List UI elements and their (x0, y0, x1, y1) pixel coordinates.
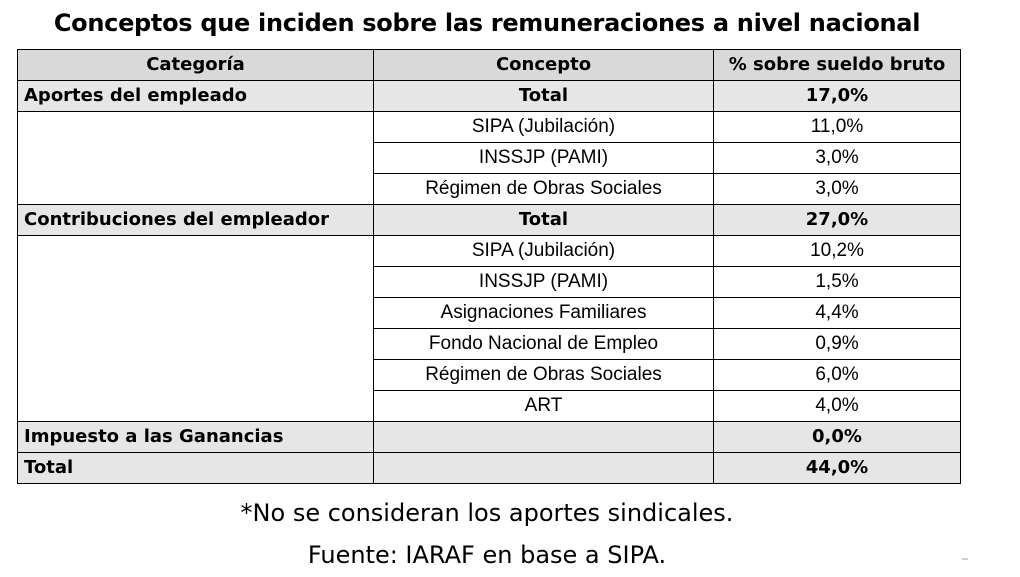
concept-cell: Fondo Nacional de Empleo (374, 329, 714, 360)
table-row-grand-total (18, 453, 961, 484)
percent-cell: 10,2% (714, 236, 961, 267)
table-row (18, 143, 961, 174)
remuneration-table (17, 49, 961, 484)
category-cell-empty (18, 391, 374, 422)
page-title: Conceptos que inciden sobre las remuneraciones a nivel nacional (53, 9, 921, 37)
grand-total-value: 44,0% (714, 453, 961, 484)
category-cell: Contribuciones del empleador (18, 205, 374, 236)
category-cell-empty (18, 174, 374, 205)
table-row (18, 298, 961, 329)
table-row-group (18, 81, 961, 112)
category-cell: Aportes del empleado (18, 81, 374, 112)
percent-cell: 0,9% (714, 329, 961, 360)
header-concept: Concepto (374, 50, 714, 81)
category-cell-empty (18, 329, 374, 360)
category-cell-empty (18, 112, 374, 143)
concept-cell: SIPA (Jubilación) (374, 236, 714, 267)
concept-cell: ART (374, 391, 714, 422)
table-row (18, 391, 961, 422)
concept-cell: INSSJP (PAMI) (374, 267, 714, 298)
table-row (18, 360, 961, 391)
table-row (18, 267, 961, 298)
table-header-row (18, 50, 961, 81)
table-row-group (18, 422, 961, 453)
percent-cell: 0,0% (714, 422, 961, 453)
concept-cell: SIPA (Jubilación) (374, 112, 714, 143)
percent-cell: 17,0% (714, 81, 961, 112)
category-cell-empty (18, 360, 374, 391)
source-line: Fuente: IARAF en base a SIPA. (307, 541, 667, 569)
percent-cell: 4,0% (714, 391, 961, 422)
category-cell-empty (18, 267, 374, 298)
corner-mark (962, 558, 968, 560)
table-row (18, 174, 961, 205)
concept-cell: Régimen de Obras Sociales (374, 360, 714, 391)
concept-cell: Asignaciones Familiares (374, 298, 714, 329)
grand-total-label: Total (18, 453, 374, 484)
header-percent: % sobre sueldo bruto (714, 50, 961, 81)
concept-cell: Total (374, 205, 714, 236)
table-row-group (18, 205, 961, 236)
percent-cell: 4,4% (714, 298, 961, 329)
category-cell-empty (18, 143, 374, 174)
concept-cell: Total (374, 81, 714, 112)
concept-cell-empty (374, 453, 714, 484)
percent-cell: 3,0% (714, 174, 961, 205)
concept-cell: INSSJP (PAMI) (374, 143, 714, 174)
concept-cell (374, 422, 714, 453)
concept-cell: Régimen de Obras Sociales (374, 174, 714, 205)
percent-cell: 27,0% (714, 205, 961, 236)
table-row (18, 112, 961, 143)
header-category: Categoría (18, 50, 374, 81)
table-row (18, 236, 961, 267)
percent-cell: 3,0% (714, 143, 961, 174)
category-cell: Impuesto a las Ganancias (18, 422, 374, 453)
category-cell-empty (18, 236, 374, 267)
percent-cell: 1,5% (714, 267, 961, 298)
percent-cell: 6,0% (714, 360, 961, 391)
category-cell-empty (18, 298, 374, 329)
percent-cell: 11,0% (714, 112, 961, 143)
table-row (18, 329, 961, 360)
footnote: *No se consideran los aportes sindicales. (240, 499, 734, 527)
